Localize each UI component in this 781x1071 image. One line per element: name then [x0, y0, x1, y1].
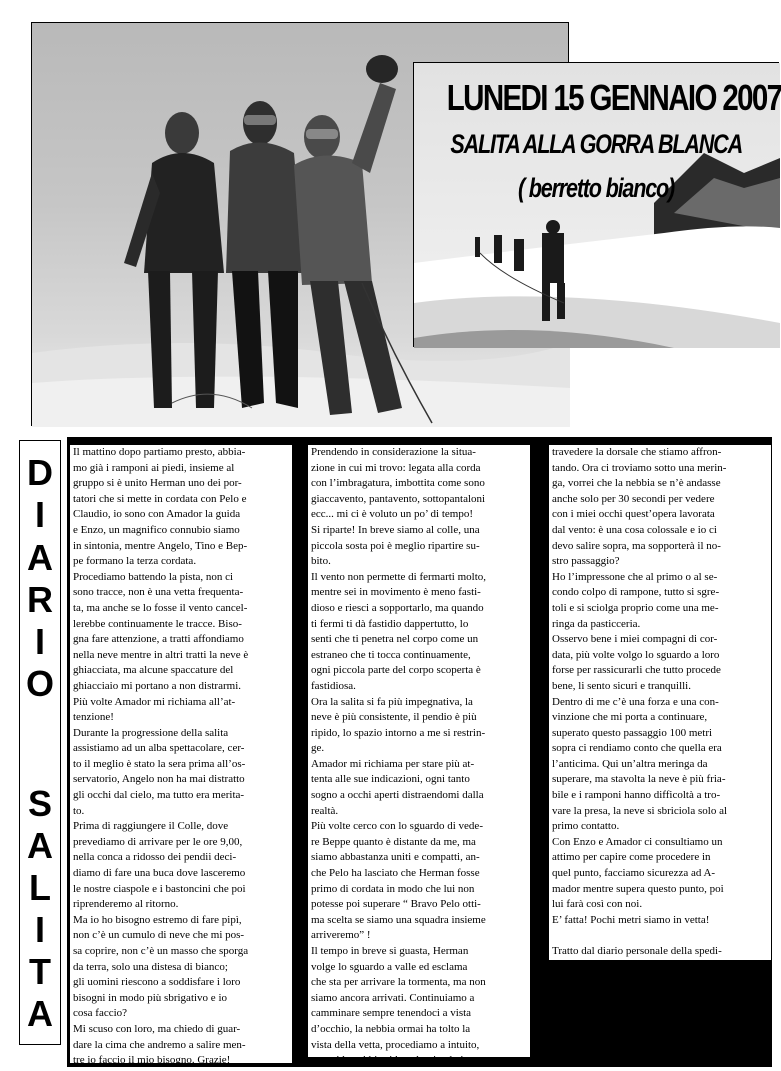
column-3-text: travedere la dorsale che stiamo affron- tando. Ora ci troviamo sotto una merin- ga, vorrei che la nebbia se n’è andasse anche solo per 30 secondi per vedere con i miei occhi quest’opera lavorata dal vento: è una cosa colossale e io ci devo salire sopra, ma sopporterà il no- stro passaggio? Ho l’impressone che al primo o al se- condo colpo di rampone, tutto si sgre- toli e si sciolga proprio come una me- ringa da pasticceria. Osservo bene i miei compagni di cor- data, più volte volgo lo sguardo a loro forse per rassicurarli che tutto procede bene, li sento sicuri e tranquilli. Dentro di me c’è una forza e una con- vinzione che mi porta a continuare, superato questo passaggio 100 metri sopra ci rendiamo conto che quella era l’anticima. Qui un’altra meringa da superare, ma stavolta la neve è più fria- bile e i ramponi hanno difficoltà a tro- vare la presa, la neve si sbriciola solo al primo contatto. Con Enzo e Amador ci consultiamo un attimo per capire come procedere in quel punto, facciamo sicurezza ad A- mador mentre supera questo punto, poi lui farà così con noi. E’ fatta! Pochi metri siamo in vetta! Tratto dal diario personale della spedi- zione [552, 446, 728, 973]
side-letter: I [34, 494, 45, 535]
side-letter: A [27, 537, 53, 578]
inset-subtitle-heading: ( berretto bianco) [517, 173, 674, 203]
inset-title-heading: SALITA ALLA GORRA BLANCA [450, 129, 742, 159]
text-column-3 [549, 445, 771, 999]
side-letter: O [25, 663, 54, 704]
side-letter: I [34, 909, 45, 950]
text-column-1 [70, 445, 292, 1067]
column-2-text: Prendendo in considerazione la situa- zione in cui mi trovo: legata alla corda con l’imbragatura, imbottita come sono giaccavento, pantavento, sottopantaloni ecc... mi ci è voluto un po’ di tempo! Si riparte! In breve siamo al colle, una piccola sosta poi è meglio ripartire su- bito. Il vento non permette di fermarti molto, mentre sei in movimento è meno fasti- dioso e riesci a sopportarlo, ma quando ti fermi ti dà fastidio dappertutto, lo senti che ti penetra nel corpo come un estraneo che ti tocca continuamente, ogni piccola parte del corpo scoperta è fastidiosa. Ora la salita si fa più impegnativa, la neve è più consistente, il pendio è più ripido, lo spazio intorno a me si restrin- ge. Amador mi richiama per stare più at- tenta alle sue indicazioni, ogni tanto sogno a occhi aperti distraendomi dalla realtà. Più volte cerco con lo sguardo di vede- re Beppe quanto è distante da me, ma siamo abbastanza uniti e compatti, an- che Pelo ha lasciato che Herman fosse primo di cordata in modo che lui non potesse poi superare “ Bravo Pelo otti- ma scelta se siamo una squadra insieme arriveremo” ! Il tempo in breve si guasta, Herman volge lo sguardo a valle ed esclama che sta per arrivare la tormenta, ma non siamo ancora arrivati. Continuiamo a camminare sempre tenendoci a vista d’occhio, la nebbia ormai ha tolto la vista della vetta, procediamo a intuito, a tratti la nebbia si leva lasciando in- [311, 446, 487, 1067]
side-letter: R [27, 579, 53, 620]
column-1-text: Il mattino dopo partiamo presto, abbia- mo già i ramponi ai piedi, insieme al gruppo si è unito Herman uno dei por- tatori che si mette in cordata con Pelo e Claudio, io sono con Amador la guida e Enzo, un magnifico connubio siamo in sintonia, mentre Angelo, Tino e Bep- pe formano la terza cordata. Procediamo battendo la pista, non ci sono tracce, non è una vetta frequenta- ta, ma anche se lo fosse il vento cancel- lerebbe continuamente le tracce. Biso- gna fare attenzione, a tratti affondiamo nella neve mentre in altri tratti la neve è ghiacciata, ma alcune spaccature del ghiacciaio mi portano a non distrarmi. Più volte Amador mi richiama all’at- tenzione! Durante la progressione della salita assistiamo ad un alba spettacolare, cer- to il meglio è stato la sera prima all’os- servatorio, Angelo non ha mai distratto gli occhi dal cielo, ma tutto era merita- to. Prima di raggiungere il Colle, dove prevediamo di arrivare per le ore 9,00, nella conca a ridosso dei pendii deci- diamo di fare una buca dove lasceremo le nostre ciaspole e i bastoncini che poi riprenderemo al ritorno. Ma io ho bisogno estremo di fare pipì, non c’è un cumulo di neve che mi pos- sa coprire, non c’è un masso che sporga da terra, solo una distesa di bianco; gli uomini riescono a soddisfare i loro bisogni in modo più sbrigativo e io cosa faccio? Mi scuso con loro, ma chiedo di guar- dare la cima che andremo a salire men- tre io faccio il mio bisogno. Grazie! [73, 446, 249, 1067]
text-column-2 [308, 445, 530, 1067]
inset-date-heading: LUNEDI 15 GENNAIO 2007 [446, 77, 781, 118]
diary-text-panel [67, 437, 772, 1067]
side-letter: S [27, 783, 52, 824]
author-signature: Patrizia P. [709, 986, 758, 999]
side-letter: L [29, 867, 51, 908]
vertical-title-diario-salita [19, 440, 61, 1045]
side-letter: I [34, 621, 45, 662]
side-letter: A [27, 993, 53, 1034]
side-letter: T [29, 951, 51, 992]
inset-photo-glacier [413, 62, 779, 347]
side-letter: D [27, 452, 53, 493]
side-letter: A [27, 825, 53, 866]
